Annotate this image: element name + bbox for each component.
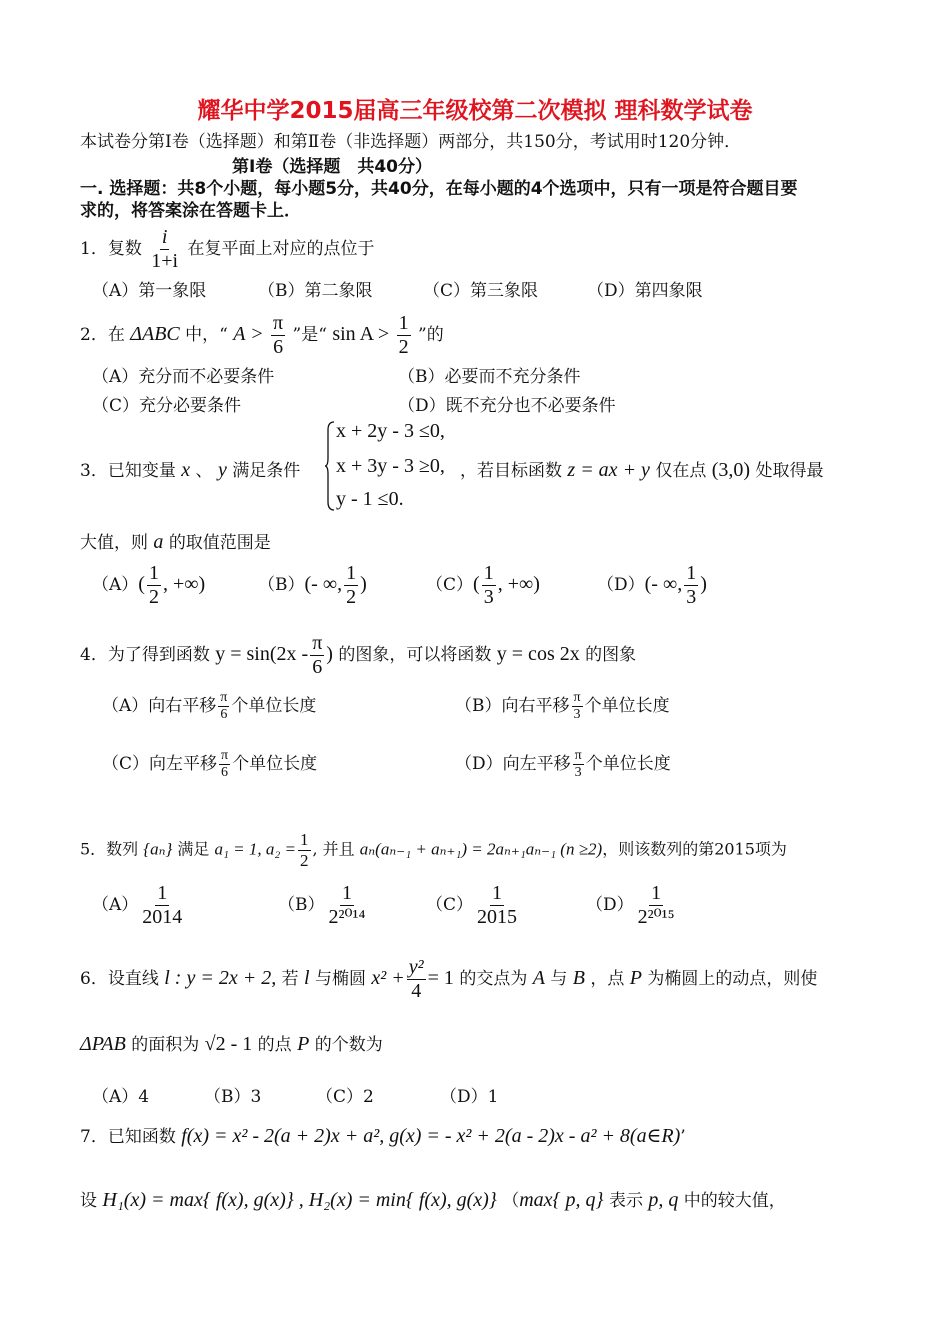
q4-option-d-text: （D）向左平移 bbox=[455, 754, 571, 775]
q6-point-a: A bbox=[532, 967, 545, 989]
q6-point-b: B bbox=[572, 967, 585, 989]
q5-option-b-den: 2²⁰¹⁴ bbox=[328, 906, 366, 928]
q5-mid: 满足 bbox=[177, 839, 210, 859]
q1-option-d: （D）第四象限 bbox=[587, 281, 703, 301]
q6-option-c: （C）2 bbox=[316, 1087, 374, 1107]
q4-option-b-num: π bbox=[572, 690, 583, 707]
q4-option-c-text: （C）向左平移 bbox=[102, 754, 218, 775]
q5-option-d bbox=[586, 882, 679, 929]
q4-option-c-num: π bbox=[219, 748, 230, 765]
q4-option-c-den: 6 bbox=[221, 765, 229, 781]
q3-option-d-label: （D） bbox=[597, 575, 645, 595]
q6-line2-mid: 的面积为 bbox=[131, 1035, 200, 1055]
q5-option-a-den: 2014 bbox=[142, 906, 183, 928]
q2-mid2: ”是“ bbox=[292, 325, 327, 345]
q5-init-num: 1 bbox=[300, 830, 309, 849]
q3-point: (3,0) bbox=[711, 459, 751, 481]
q1-number: 1．复数 bbox=[80, 239, 142, 259]
q3-mid2: ，若目标函数 bbox=[460, 461, 562, 481]
q3-option-c-den: 3 bbox=[483, 586, 494, 608]
q3-option-a-pre: ( bbox=[138, 573, 145, 595]
q6-line: l : y = 2x + 2, bbox=[164, 967, 277, 989]
q6-mid4: 与 bbox=[550, 969, 568, 989]
q6-line2-tail: 的个数为 bbox=[314, 1035, 383, 1055]
q6-triangle: ΔPAB bbox=[80, 1033, 126, 1055]
q4-option-a-num: π bbox=[218, 690, 229, 707]
q3-option-a-label: （A） bbox=[92, 575, 139, 595]
intro-text: 本试卷分第Ⅰ卷（选择题）和第Ⅱ卷（非选择题）两部分，共150分，考试用时120分钟． bbox=[80, 132, 742, 152]
q6-mid2: 与椭圆 bbox=[314, 969, 366, 989]
q1-fraction bbox=[149, 226, 180, 273]
q4-option-b bbox=[455, 690, 670, 723]
q2-fraction-1 bbox=[271, 312, 285, 359]
q4-func1-num: π bbox=[312, 632, 323, 654]
page-title: 耀华中学2015届高三年级校第二次模拟 理科数学试卷 bbox=[197, 98, 753, 124]
q4-func1-post: ) bbox=[326, 643, 333, 665]
q6-ellipse-num: y² bbox=[408, 956, 424, 978]
q3-constraint-3: y - 1 ≤0. bbox=[336, 488, 404, 510]
q4-func1-frac bbox=[310, 632, 324, 679]
q2-frac1-num: π bbox=[273, 312, 284, 334]
q6-ellipse-post: = 1 bbox=[427, 967, 454, 989]
q2-option-a: （A）充分而不必要条件 bbox=[92, 367, 275, 387]
q2-lead: 2．在 bbox=[80, 325, 125, 345]
q3-option-c-pre: ( bbox=[473, 573, 480, 595]
q3-option-a-den: 2 bbox=[148, 586, 159, 608]
q4-option-d-den: 3 bbox=[574, 765, 582, 781]
q3-var-a: a bbox=[153, 531, 164, 553]
q6-line2 bbox=[80, 1030, 383, 1056]
q3-option-b bbox=[258, 562, 367, 609]
q7-pq: p, q bbox=[648, 1189, 679, 1211]
q4-tail: 的图象 bbox=[585, 645, 637, 665]
q6-line2-mid2: 的点 bbox=[257, 1035, 292, 1055]
q3-option-d-den: 3 bbox=[686, 586, 697, 608]
q4-option-d-unit: 个单位长度 bbox=[585, 754, 671, 775]
q3-objective: z = ax + y bbox=[567, 459, 650, 481]
q2-option-c: （C）充分必要条件 bbox=[92, 396, 242, 416]
q5-option-c-label: （C） bbox=[426, 895, 474, 915]
q5-seq: {aₙ} bbox=[143, 839, 173, 859]
q3-var-x: x bbox=[181, 459, 191, 481]
q6-option-b: （B）3 bbox=[204, 1087, 262, 1107]
q3-option-c-post: , +∞) bbox=[497, 573, 540, 595]
q5-option-a-num: 1 bbox=[157, 882, 168, 904]
question-5 bbox=[80, 830, 787, 870]
q6-option-d: （D）1 bbox=[440, 1087, 499, 1107]
q1-option-a: （A）第一象限 bbox=[92, 281, 207, 301]
q5-option-d-num: 1 bbox=[651, 882, 662, 904]
q4-option-c bbox=[102, 748, 317, 781]
q1-frac-den: 1+i bbox=[151, 250, 179, 272]
q3-tail: 处取得最 bbox=[755, 461, 824, 481]
q4-option-a-text: （A）向右平移 bbox=[102, 696, 217, 717]
q3-option-b-label: （B） bbox=[258, 575, 305, 595]
question-2 bbox=[80, 312, 444, 359]
q6-tail: 为椭圆上的动点，则使 bbox=[647, 969, 818, 989]
q4-func1-pre: y = sin(2x - bbox=[215, 643, 309, 665]
q5-option-a-label: （A） bbox=[92, 895, 139, 915]
q3-option-a-num: 1 bbox=[148, 562, 159, 584]
q6-area-value: √2 - 1 bbox=[204, 1033, 253, 1055]
q3-mid3: 仅在点 bbox=[655, 461, 707, 481]
q4-func2: y = cos 2x bbox=[496, 643, 580, 665]
q7-max-def: max{ p, q} bbox=[519, 1189, 604, 1211]
q3-option-c bbox=[426, 562, 540, 609]
question-4 bbox=[80, 632, 636, 679]
q4-mid: 的图象，可以将函数 bbox=[338, 645, 492, 665]
q3-option-a-post: , +∞) bbox=[162, 573, 206, 595]
q3-line2 bbox=[80, 528, 271, 554]
q4-option-a-unit: 个单位长度 bbox=[231, 696, 317, 717]
q3-option-d bbox=[597, 562, 707, 609]
q3-option-d-post: ) bbox=[700, 573, 707, 595]
q6-line2-p: P bbox=[297, 1033, 310, 1055]
q6-lead: 6．设直线 bbox=[80, 969, 159, 989]
q5-init: a₁ = 1, a₂ = bbox=[214, 839, 296, 859]
q3-objective-line bbox=[460, 456, 823, 482]
q3-constraint-1: x + 2y - 3 ≤0, bbox=[336, 420, 445, 442]
q4-option-a bbox=[102, 690, 316, 723]
q3-option-a bbox=[92, 562, 205, 609]
q7-lead: 7．已知函数 bbox=[80, 1127, 176, 1147]
q5-option-c-den: 2015 bbox=[477, 906, 518, 928]
q3-option-d-num: 1 bbox=[686, 562, 697, 584]
q5-option-b-label: （B） bbox=[278, 895, 325, 915]
q6-mid5: ，点 bbox=[590, 969, 625, 989]
q4-option-b-den: 3 bbox=[573, 707, 581, 723]
q6-ellipse-pre: x² + bbox=[371, 967, 405, 989]
q2-cond1: A > bbox=[233, 323, 264, 345]
q1-option-b: （B）第二象限 bbox=[258, 281, 373, 301]
question-1 bbox=[80, 226, 374, 273]
q5-option-a bbox=[92, 882, 186, 929]
q4-option-b-unit: 个单位长度 bbox=[584, 696, 670, 717]
q3-line2-lead: 大值，则 bbox=[80, 533, 148, 553]
q6-l: l bbox=[304, 967, 310, 989]
q6-point-p: P bbox=[629, 967, 643, 989]
q5-init-den: 2 bbox=[300, 850, 309, 870]
q4-option-d-num: π bbox=[573, 748, 584, 765]
part1-heading: 第Ⅰ卷（选择题 共40分） bbox=[232, 157, 432, 177]
section1-line1: 一. 选择题：共8个小题，每小题5分，共40分，在每小题的4个选项中，只有一项是符合题目要 bbox=[80, 179, 798, 199]
q7-funcs-tail: ’ bbox=[680, 1127, 686, 1147]
q7-h-definitions: H₁(x) = max{ f(x), g(x)} , H₂(x) = min{ f(x), g(x)} bbox=[102, 1189, 497, 1211]
q5-option-c bbox=[426, 882, 521, 929]
q4-option-d bbox=[455, 748, 671, 781]
q1-frac-num: i bbox=[161, 226, 168, 248]
q6-mid3: 的交点为 bbox=[459, 969, 528, 989]
q5-option-b-num: 1 bbox=[341, 882, 352, 904]
q5-mid2: , 并且 bbox=[312, 839, 355, 859]
q2-mid: 中，“ bbox=[185, 325, 228, 345]
q3-option-b-num: 1 bbox=[346, 562, 357, 584]
q6-mid1: 若 bbox=[281, 969, 299, 989]
question-6 bbox=[80, 956, 817, 1003]
q3-constraint-2: x + 3y - 3 ≥0, bbox=[336, 455, 445, 477]
q3-mid: 满足条件 bbox=[232, 461, 301, 481]
q7-functions: f(x) = x² - 2(a + 2)x + a², g(x) = - x² + 2(a - 2)x - a² + 8(a∈R) bbox=[181, 1125, 681, 1147]
q2-frac2-den: 2 bbox=[398, 336, 409, 358]
q7-line2-paren: （ bbox=[502, 1191, 520, 1211]
q1-option-c: （C）第三象限 bbox=[423, 281, 539, 301]
q4-func1-den: 6 bbox=[312, 656, 323, 678]
q3-option-c-label: （C） bbox=[426, 575, 474, 595]
q5-option-c-num: 1 bbox=[492, 882, 503, 904]
q5-recurrence: aₙ(aₙ₋₁ + aₙ₊₁) = 2aₙ₊₁aₙ₋₁ (n ≥2) bbox=[359, 839, 603, 859]
q3-line2-tail: 的取值范围是 bbox=[168, 533, 271, 553]
q3-var-y: y bbox=[217, 459, 227, 481]
q7-line2-lead: 设 bbox=[80, 1191, 97, 1211]
q3-option-b-post: ) bbox=[360, 573, 367, 595]
q2-cond2: sin A > bbox=[332, 323, 390, 345]
q1-text: 在复平面上对应的点位于 bbox=[187, 239, 375, 259]
q5-option-d-label: （D） bbox=[586, 895, 634, 915]
q2-option-b: （B）必要而不充分条件 bbox=[398, 367, 581, 387]
q2-frac2-num: 1 bbox=[398, 312, 409, 334]
section1-line2: 求的，将答案涂在答题卡上． bbox=[80, 201, 301, 221]
q6-option-a: （A）4 bbox=[92, 1087, 150, 1107]
q3-option-b-pre: (- ∞, bbox=[304, 573, 343, 595]
q2-triangle: ΔABC bbox=[130, 323, 180, 345]
q5-option-b bbox=[278, 882, 369, 929]
q3-lead: 3．已知变量 bbox=[80, 461, 176, 481]
q4-option-c-unit: 个单位长度 bbox=[232, 754, 318, 775]
q5-tail: ，则该数列的第2015项为 bbox=[602, 839, 787, 859]
q3-option-b-den: 2 bbox=[346, 586, 357, 608]
q4-option-a-den: 6 bbox=[220, 707, 228, 723]
q5-init-frac bbox=[298, 830, 311, 870]
q5-option-d-den: 2²⁰¹⁵ bbox=[637, 906, 675, 928]
q2-fraction-2 bbox=[397, 312, 411, 359]
question-7 bbox=[80, 1122, 686, 1148]
q7-line2-tail: 中的较大值， bbox=[683, 1191, 786, 1211]
q7-line2 bbox=[80, 1186, 786, 1212]
q3-brace bbox=[324, 420, 336, 512]
q2-option-d: （D）既不充分也不必要条件 bbox=[398, 396, 616, 416]
q3-sep: 、 bbox=[195, 461, 213, 481]
q5-lead: 5．数列 bbox=[80, 839, 139, 859]
q3-option-c-num: 1 bbox=[483, 562, 494, 584]
q3-lead-line bbox=[80, 456, 300, 482]
q6-ellipse-den: 4 bbox=[411, 980, 422, 1002]
q2-tail: ”的 bbox=[418, 325, 444, 345]
q6-ellipse-frac bbox=[407, 956, 426, 1003]
q4-option-b-text: （B）向右平移 bbox=[455, 696, 570, 717]
q7-line2-mid: 表示 bbox=[608, 1191, 643, 1211]
q2-frac1-den: 6 bbox=[273, 336, 284, 358]
q3-option-d-pre: (- ∞, bbox=[644, 573, 683, 595]
q4-lead: 4．为了得到函数 bbox=[80, 645, 210, 665]
